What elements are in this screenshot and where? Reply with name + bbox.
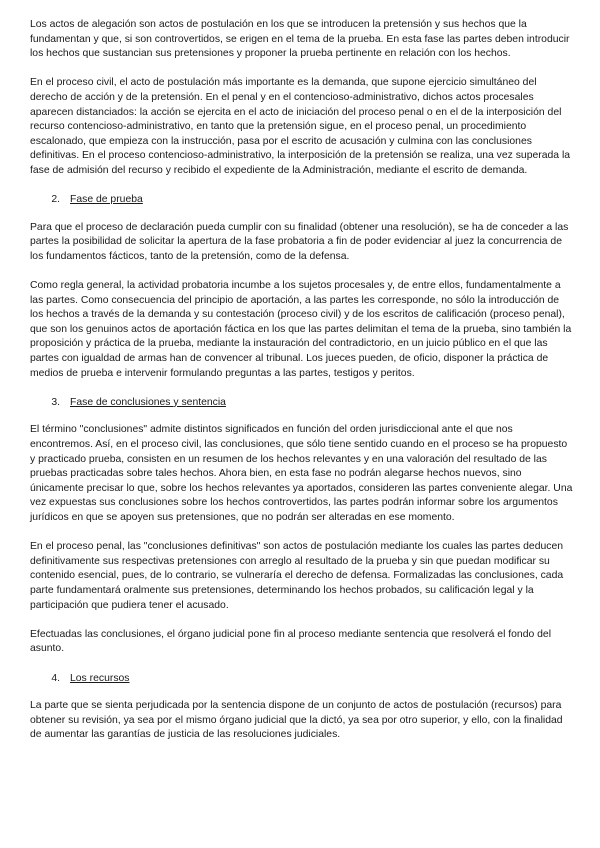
section-number: 4.	[51, 672, 60, 684]
paragraph: Como regla general, la actividad probatoria incumbe a los sujetos procesales y, de entre ellos, fundamentalmente a las partes. Como consecuencia del principio de aportación, a las partes les corresponde, no sólo la introducción de los hechos a través de la demanda y su contestación (proceso civil) y de los escritos de calificación (proceso penal), que son los genuinos actos de aportación fáctica en los que las partes delimitan el tema de la prueba, sino también la proposición y práctica de la prueba, mediante la instauración del contradictorio, en un juicio público en el que las partes con igualdad de armas han de convencer al tribunal. Los jueces pueden, de oficio, disponer la práctica de medios de prueba e intervenir formulando preguntas a las partes, testigos y peritos.	[30, 280, 572, 379]
section-title: Los recursos	[70, 672, 130, 684]
document-page	[30, 18, 574, 758]
section-title: Fase de prueba	[70, 194, 143, 206]
paragraph: El término "conclusiones" admite distintos significados en función del orden jurisdiccional ante el que nos encontremos. Así, en el proceso civil, las conclusiones, que sólo tiene sentido cuando en el proceso se ha propuesto y practicado prueba, consisten en un resumen de los hechos relevantes y en una valoración del resultado de las pruebas practicadas sobre tales hechos. Ahora bien, en esta fase no podrán alegarse hechos nuevos, sino únicamente precisar lo que, sobre los hechos relevantes ya aportados, consideren las partes conveniente alegar. Una vez expuestas sus conclusiones sobre los hechos controvertidos, las partes podrán informar sobre los argumentos jurídicos en que se apoyen sus pretensiones, que no podrán ser alteradas en ese momento.	[30, 424, 573, 523]
paragraph: Los actos de alegación son actos de postulación en los que se introducen la pretensión y sus hechos que la fundamentan y que, si son controvertidos, se erigen en el tema de la prueba. En esta fase las partes deben introducir los hechos que sustancian sus pretensiones y proponer la prueba pertinente en relación con los hechos.	[30, 19, 570, 60]
paragraph: En el proceso civil, el acto de postulación más importante es la demanda, que supone ejercicio simultáneo del derecho de acción y de la pretensión. En el penal y en el contencioso-administrativo, dichos actos procesales aparecen distanciados: la acción se ejercita en el acto de iniciación del proceso penal o en el de la interposición del recurso contencioso-administrativo, en tanto que la pretensión sigue, en el proceso penal, un procedimiento escalonado, que empieza con la instrucción, pasa por el escrito de acusación y culmina con las conclusiones definitivas. En el proceso contencioso-administrativo, la interposición de la pretensión se realiza, una vez superada la fase de admisión del recurso y recibido el expediente de la Administración, mediante el escrito de demanda.	[30, 77, 571, 176]
paragraph: Para que el proceso de declaración pueda cumplir con su finalidad (obtener una resolución), se ha de conceder a las partes la posibilidad de solicitar la apertura de la fase probatoria a fin de poder evidenciar al juez la concurrencia de los fundamentos fácticos, tanto de la pretensión, como de la defensa.	[30, 221, 569, 262]
section-heading-fase-de-conclusiones	[30, 396, 574, 411]
section-number: 3.	[51, 396, 60, 408]
section-number: 2.	[51, 194, 60, 206]
section-heading-los-recursos	[30, 672, 574, 687]
section-title: Fase de conclusiones y sentencia	[70, 396, 226, 408]
paragraph: La parte que se sienta perjudicada por la sentencia dispone de un conjunto de actos de postulación (recursos) para obtener su revisión, ya sea por el mismo órgano judicial que la dictó, ya sea por otro superior, y ello, con la finalidad de aumentar las garantías de justicia de las resoluciones judiciales.	[30, 700, 563, 741]
section-heading-fase-de-prueba	[30, 193, 574, 208]
paragraph: Efectuadas las conclusiones, el órgano judicial pone fin al proceso mediante sentencia que resolverá el fondo del asunto.	[30, 628, 552, 655]
paragraph: En el proceso penal, las "conclusiones definitivas" son actos de postulación mediante los cuales las partes deducen definitivamente sus respectivas pretensiones con arreglo al resultado de la prueba y sin que puedan modificar su contenido esencial, pues, de lo contrario, se vulneraría el derecho de defensa. Formalizadas las conclusiones, cada parte fundamentará oralmente sus pretensiones, determinando los hechos probados, su calificación legal y la participación que pudiera tener el acusado.	[30, 541, 564, 611]
